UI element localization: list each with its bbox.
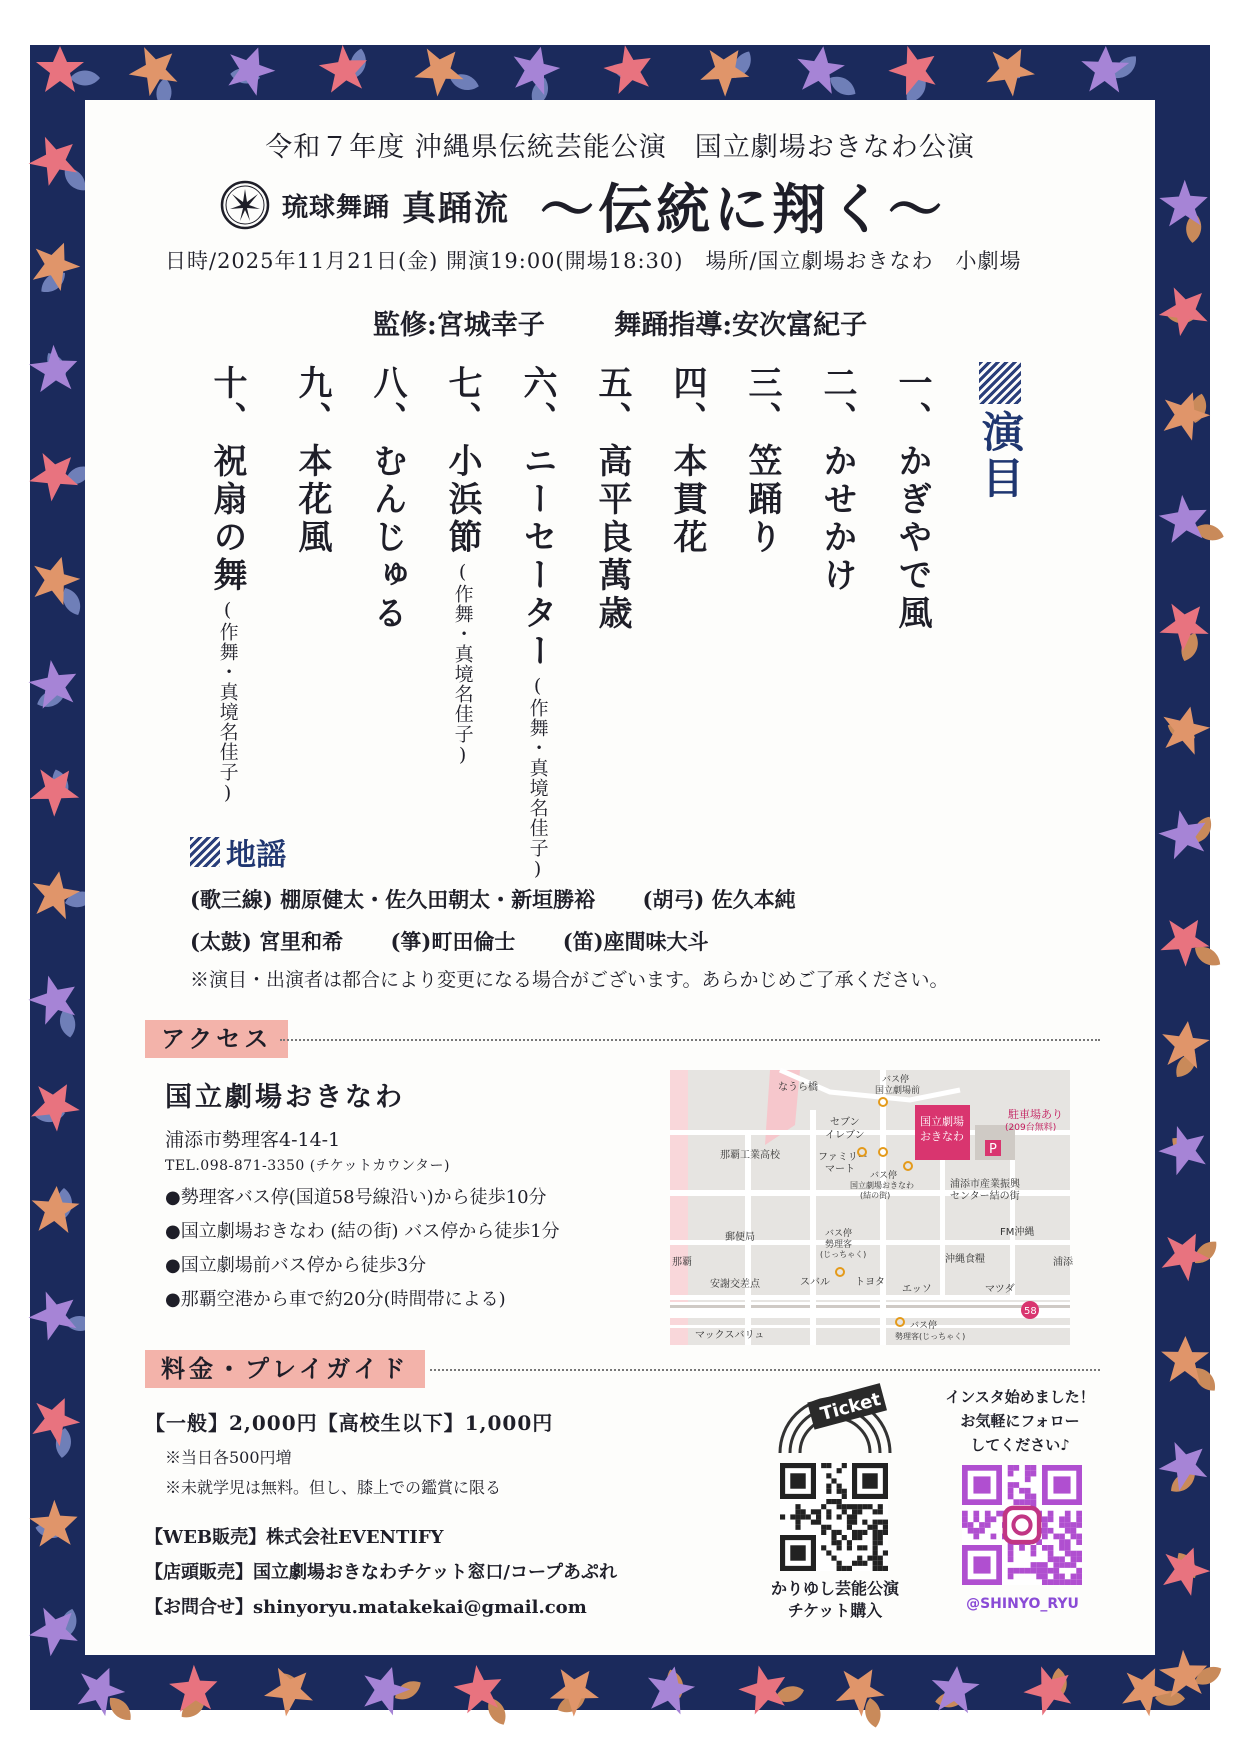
- jiutai-heading: [190, 830, 286, 874]
- map-label: セブン: [830, 1117, 860, 1128]
- divider: [280, 1039, 1100, 1041]
- event-datetime: 日時/2025年11月21日(金) 開演19:00(開場18:30) 場所/国立劇場おきなわ 小劇場: [165, 249, 1022, 273]
- map-label: センター結の街: [950, 1191, 1020, 1202]
- price-main: 【一般】2,000円【高校生以下】1,000円: [145, 1411, 554, 1435]
- program-number: 一、: [892, 365, 933, 437]
- hatch-icon: [190, 837, 220, 867]
- school-label: 琉球舞踊: [282, 192, 391, 223]
- map-label: 勢理客(じっちゃく): [895, 1332, 966, 1341]
- kucho-performer: (胡弓) 佐久本純: [642, 887, 796, 912]
- route-item: ●国立劇場前バス停から徒歩3分: [165, 1255, 427, 1276]
- taiko-performer: (太鼓) 宮里和希: [190, 929, 344, 954]
- performers-row-1: [190, 884, 836, 914]
- map-label: バス停: [882, 1075, 910, 1085]
- sanshin-performers: (歌三線) 棚原健太・佐久田朝太・新垣勝裕: [190, 887, 596, 912]
- ticket-caption-line: チケット購入: [787, 1600, 883, 1620]
- map-label: イレブン: [825, 1130, 865, 1141]
- program-number: 七、: [442, 365, 483, 437]
- store-sale: 【店頭販売】国立劇場おきなわチケット窓口/コープあぷれ: [145, 1562, 618, 1583]
- route-item: ●国立劇場おきなわ (結の街) バス停から徒歩1分: [165, 1221, 560, 1242]
- program-title-text: 本貫花: [667, 443, 708, 557]
- map-label: FM沖縄: [1000, 1227, 1035, 1238]
- program-item: [435, 365, 489, 767]
- instagram-icon: [1005, 1508, 1039, 1542]
- fue-performer: (笛)座間味大斗: [562, 929, 709, 954]
- program-number: 二、: [817, 365, 858, 437]
- program-title: 演目: [976, 410, 1025, 502]
- ticket-caption-line: かりゆし芸能公演: [770, 1579, 899, 1598]
- map-label: バス停: [870, 1171, 898, 1181]
- title-row: [220, 170, 946, 240]
- map-label: 国立劇場前: [875, 1086, 921, 1096]
- route-item: ●勢理客バス停(国道58号線沿い)から徒歩10分: [165, 1187, 547, 1208]
- map-label: エッソ: [902, 1284, 932, 1295]
- map-label: 浦添市産業振興: [950, 1179, 1020, 1190]
- price-note: ※当日各500円増: [165, 1448, 292, 1467]
- instagram-handle[interactable]: @SHINYO_RYU: [966, 1596, 1079, 1612]
- access-label: アクセス: [145, 1020, 288, 1058]
- program-item: [735, 365, 789, 557]
- map-label: 浦添: [1053, 1257, 1073, 1268]
- program-note: (作舞・真境名佳子): [216, 599, 239, 805]
- instagram-message-line: お気軽にフォロー: [960, 1412, 1080, 1430]
- map-label: (209台無料): [1005, 1123, 1057, 1133]
- program-note: (作舞・真境名佳子): [526, 675, 549, 881]
- web-sale: 【WEB販売】株式会社EVENTIFY: [145, 1527, 444, 1548]
- venue-address: 浦添市勢理客4-14-1: [165, 1129, 341, 1151]
- map-label: バス停: [825, 1229, 853, 1239]
- disclaimer: ※演目・出演者は都合により変更になる場合がございます。あらかじめご了承ください。: [190, 969, 949, 991]
- program-item: [510, 365, 564, 881]
- program-item: [200, 365, 254, 805]
- ticket-icon: [775, 1378, 895, 1458]
- route-item: ●那覇空港から車で約20分(時間帯による): [165, 1289, 506, 1310]
- parking-icon: P: [989, 1142, 997, 1157]
- map-label: 駐車場あり: [1008, 1108, 1063, 1121]
- program-title-text: 祝扇の舞: [207, 443, 248, 595]
- map-label: 国立劇場: [920, 1115, 964, 1128]
- map-label: トヨタ: [855, 1277, 885, 1288]
- program-number: 十、: [207, 365, 248, 437]
- program-title-text: かせかけ: [817, 443, 858, 595]
- main-title: 〜伝統に翔く〜: [540, 176, 947, 241]
- school-name: 真踊流: [402, 188, 511, 229]
- program-item: [285, 365, 339, 557]
- map-label: 安謝交差点: [710, 1279, 760, 1290]
- program-title-text: 笠踊り: [742, 443, 783, 557]
- inquiry-email[interactable]: 【お問合せ】shinyoryu.matakekai@gmail.com: [145, 1597, 587, 1618]
- map-label: バス停: [910, 1321, 938, 1331]
- map-label: (結の街): [860, 1191, 891, 1200]
- price-note: ※未就学児は無料。但し、膝上での鑑賞に限る: [165, 1478, 502, 1497]
- crest-icon: [220, 180, 270, 230]
- map-label: 58: [1024, 1306, 1037, 1317]
- map-label: マックスバリュ: [695, 1330, 765, 1341]
- venue-name: 国立劇場おきなわ: [165, 1082, 405, 1113]
- instagram-message: [925, 1385, 1115, 1457]
- program-title-text: かぎやで風: [892, 443, 933, 633]
- map-label: ファミリー: [818, 1152, 868, 1163]
- program-number: 八、: [367, 365, 408, 437]
- program-title-text: ニーセーター: [517, 443, 558, 671]
- supervisor: 監修:宮城幸子: [372, 310, 545, 341]
- koto-performer: (箏)町田倫士: [390, 929, 516, 954]
- program-item: [360, 365, 414, 633]
- program-item: [660, 365, 714, 557]
- program-title-text: 小浜節: [442, 443, 483, 557]
- staff-row: [0, 303, 1240, 342]
- ticket-caption: [755, 1578, 915, 1621]
- event-subtitle: 令和７年度 沖縄県伝統芸能公演 国立劇場おきなわ公演: [265, 132, 975, 163]
- venue-tel: TEL.098-871-3350 (チケットカウンター): [165, 1158, 450, 1174]
- instagram-message-line: してください♪: [970, 1436, 1070, 1454]
- program-number: 四、: [667, 365, 708, 437]
- ticket-qr-code[interactable]: [780, 1463, 888, 1571]
- program-item: [885, 365, 939, 633]
- program-heading: [975, 362, 1025, 502]
- map-label: マツダ: [985, 1284, 1015, 1295]
- instructor: 舞踊指導:安次富紀子: [614, 310, 868, 341]
- map-label: 沖縄食糧: [945, 1254, 985, 1265]
- program-note: (作舞・真境名佳子): [451, 561, 474, 767]
- map-label: 勢理客: [825, 1240, 853, 1250]
- map-label: 国立劇場おきなわ: [850, 1181, 914, 1190]
- jiutai-title: 地謡: [226, 838, 286, 873]
- instagram-message-line: インスタ始めました！: [945, 1388, 1095, 1406]
- divider: [430, 1369, 1100, 1371]
- map-label: (じっちゃく): [820, 1250, 867, 1259]
- program-number: 三、: [742, 365, 783, 437]
- map-label: 那覇工業高校: [720, 1150, 780, 1161]
- program-title-text: 高平良萬歳: [592, 443, 633, 633]
- instagram-qr-code[interactable]: [962, 1465, 1082, 1585]
- map-label: なうら橋: [778, 1082, 818, 1093]
- ticket-badge-label: Ticket: [818, 1388, 884, 1426]
- program-number: 九、: [292, 365, 333, 437]
- program-item: [810, 365, 864, 595]
- program-title-text: むんじゅる: [367, 443, 408, 633]
- map-label: スバル: [800, 1277, 830, 1288]
- map-label: おきなわ: [920, 1130, 964, 1143]
- map-label: 郵便局: [725, 1232, 755, 1243]
- hatch-icon: [979, 362, 1021, 404]
- program-number: 五、: [592, 365, 633, 437]
- map-label: 那覇: [672, 1257, 692, 1268]
- access-map: [670, 1070, 1073, 1345]
- pricing-label: 料金・プレイガイド: [145, 1350, 425, 1388]
- performers-row-2: [190, 926, 749, 956]
- map-label: マート: [825, 1164, 855, 1175]
- program-number: 六、: [517, 365, 558, 437]
- program-title-text: 本花風: [292, 443, 333, 557]
- program-item: [585, 365, 639, 633]
